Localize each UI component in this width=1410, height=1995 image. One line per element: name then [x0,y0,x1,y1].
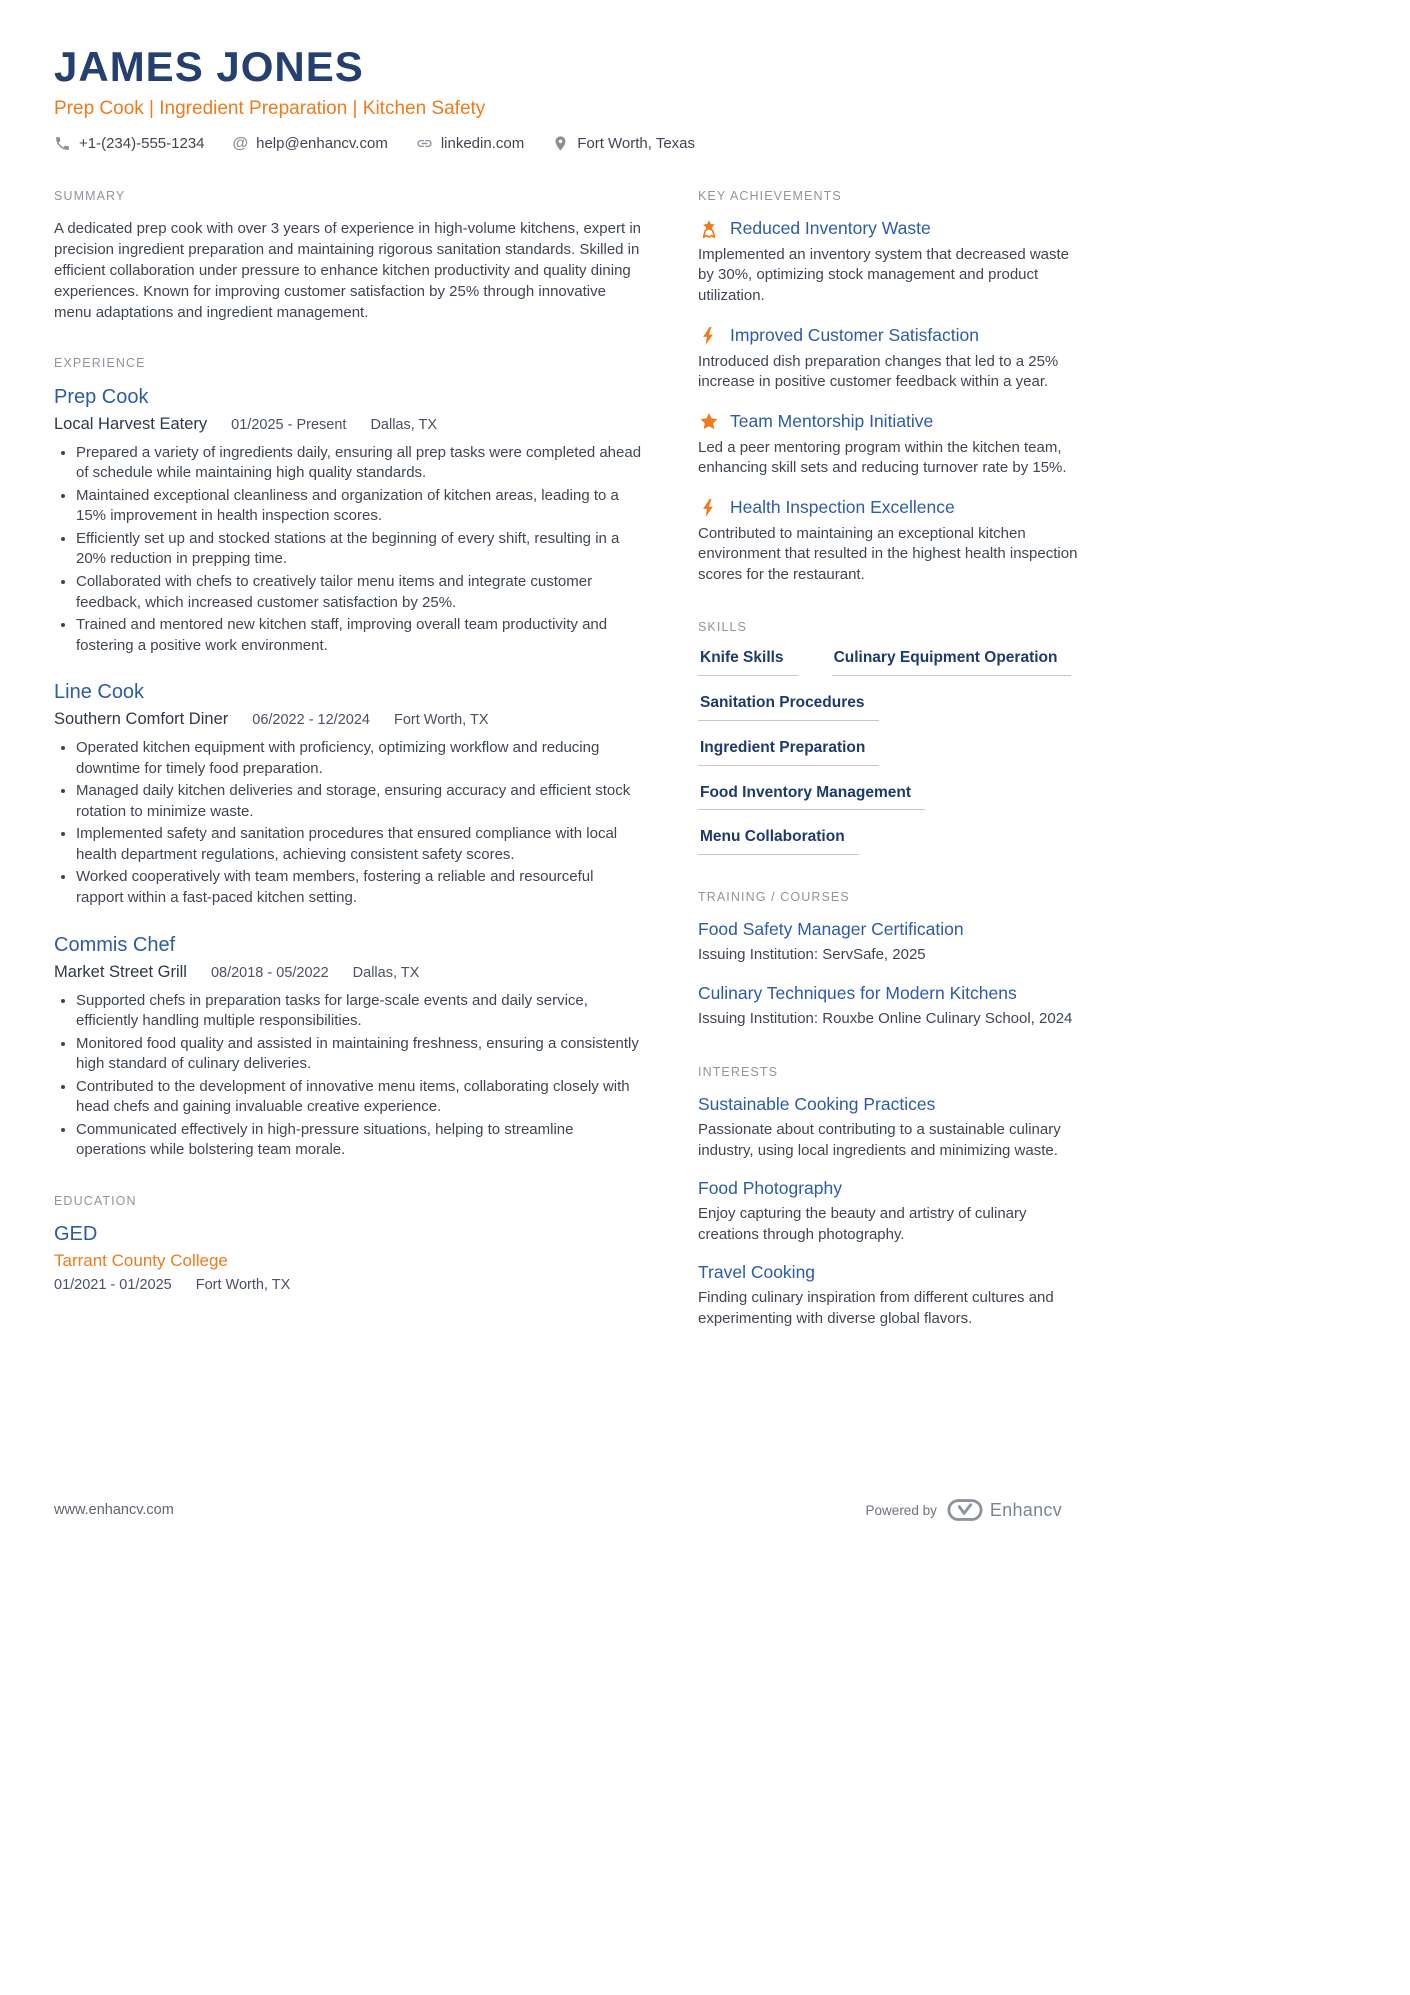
interest-text: Finding culinary inspiration from different cultures and experimenting with diverse global flavors. [698,1289,1054,1327]
interest-entry [698,1094,1078,1162]
education-location: Fort Worth, TX [195,1276,291,1293]
summary-text: A dedicated prep cook with over 3 years of experience in high-volume kitchens, expert in precision ingredient preparation and maintaining rigorous sanitation standards. Skilled in efficient collaboration under pressure to enhance kitchen productivity and quality dining experiences. Known for improving customer satisfaction by 25% through innovative menu adaptations and ingredient management. [54,219,641,321]
phone-icon [54,135,71,152]
achievement-title: Reduced Inventory Waste [730,218,931,238]
job-title: Prep Cook [54,385,149,408]
course-title: Culinary Techniques for Modern Kitchens [698,983,1017,1004]
skill-tag: Ingredient Preparation [698,739,879,766]
achievement-title: Health Inspection Excellence [730,496,955,517]
candidate-name: JAMES JONES [54,43,364,90]
bullet-item: • Worked cooperatively with team members, fostering a reliable and resourceful rapport within a fast-paced kitchen setting. [76,867,642,908]
contact-linkedin[interactable] [416,135,524,152]
skills-list [698,649,1078,855]
section-label-skills: SKILLS [698,620,747,635]
interest-text: Enjoy capturing the beauty and artistry of culinary creations through photography. [698,1205,1027,1243]
job-dates: 08/2018 - 05/2022 [210,964,329,981]
education-meta [54,1277,642,1293]
achievement-title: Improved Customer Satisfaction [730,324,979,345]
interest-title: Sustainable Cooking Practices [698,1093,936,1114]
bullet-item: • Collaborated with chefs to creatively tailor menu items and integrate customer feedback, which increased customer satisfaction by 25%. [76,572,642,613]
job-title: Line Cook [54,681,145,704]
interest-title: Food Photography [698,1177,842,1198]
interest-entry [698,1178,1078,1246]
powered-by-label: Powered by [865,1502,937,1518]
section-label-achievements: KEY ACHIEVEMENTS [698,189,842,204]
job-location: Fort Worth, TX [393,712,489,729]
summary-section [54,190,642,323]
achievement-text: Implemented an inventory system that decreased waste by 30%, optimizing stock management and product utilization. [698,245,1070,305]
achievement-item [698,325,1078,393]
contact-phone [54,135,205,152]
headline: Prep Cook | Ingredient Preparation | Kitchen Safety [54,98,486,120]
job-location: Dallas, TX [370,416,438,433]
skill-tag: Knife Skills [698,649,798,676]
skill-tag: Food Inventory Management [698,784,925,811]
achievement-text: Contributed to maintaining an exceptional kitchen environment that resulted in the highest health inspection scores for the restaurant. [698,524,1078,583]
job-dates: 01/2025 - Present [231,416,347,433]
course-entry [698,919,1078,965]
job-meta [54,415,642,434]
achievement-header [698,411,1078,433]
right-column [698,190,1078,1365]
linkedin-url: linkedin.com [440,135,525,153]
company-name: Local Harvest Eatery [54,414,208,433]
job-bullets [54,738,642,908]
enhancv-brand-name: Enhancv [989,1499,1062,1520]
job-entry [54,680,642,908]
bullet-item: • Trained and mentored new kitchen staff, improving overall team productivity and fostering a positive work environment. [76,615,642,656]
section-label-training: TRAINING / COURSES [698,890,850,905]
company-name: Market Street Grill [54,962,187,981]
course-institution: Issuing Institution: ServSafe, 2025 [698,945,926,963]
course-institution: Issuing Institution: Rouxbe Online Culinary School, 2024 [698,1010,1073,1028]
achievement-header [698,218,1078,240]
bullet-item: • Implemented safety and sanitation procedures that ensured compliance with local health department regulations, achieving consistent safety scores. [76,824,642,865]
section-label-interests: INTERESTS [698,1064,779,1079]
course-title: Food Safety Manager Certification [698,918,964,939]
section-label-summary: SUMMARY [54,189,126,204]
skill-tag: Menu Collaboration [698,828,859,855]
bullet-item: • Contributed to the development of innovative menu items, collaborating closely with head chefs and gaining invaluable creative experience. [76,1077,642,1118]
achievement-item [698,411,1078,479]
contact-email [233,135,388,152]
achievement-header [698,325,1078,347]
school-name: Tarrant County College [54,1250,228,1270]
contact-location [552,135,695,152]
medal-star-icon [698,218,720,240]
bullet-item: • Maintained exceptional cleanliness and organization of kitchen areas, leading to a 15% improvement in health inspection scores. [76,486,642,527]
left-column [54,190,642,1365]
email-address: help@enhancv.com [256,135,388,153]
job-bullets [54,991,642,1161]
interest-text: Passionate about contributing to a sustainable culinary industry, using local ingredients and minimizing waste. [698,1121,1061,1159]
job-dates: 06/2022 - 12/2024 [252,712,370,729]
location-icon [552,135,569,152]
skill-tag: Sanitation Procedures [698,694,879,721]
job-meta [54,963,642,982]
bullet-item: • Operated kitchen equipment with proficiency, optimizing workflow and reducing downtime for timely food preparation. [76,738,642,779]
job-meta [54,710,642,729]
bullet-item: • Efficiently set up and stocked stations at the beginning of every shift, resulting in a 20% reduction in prepping time. [76,529,642,570]
header [54,44,1062,152]
lightning-icon [698,325,720,347]
achievement-header [698,497,1078,519]
education-section [54,1195,642,1293]
footer [54,1498,1062,1522]
training-section [698,891,1078,1030]
interests-section [698,1066,1078,1330]
two-column-layout [54,189,1078,1365]
footer-site-link[interactable]: www.enhancv.com [54,1502,174,1518]
powered-by [866,1498,1062,1522]
bullet-item: • Monitored food quality and assisted in maintaining freshness, ensuring a consistently high standard of culinary deliveries. [76,1034,642,1075]
achievements-section [698,190,1078,585]
phone-number: +1-(234)-555-1234 [79,135,205,153]
course-entry [698,983,1078,1029]
lightning-icon [698,497,720,519]
education-dates: 01/2021 - 01/2025 [54,1276,172,1293]
experience-section [54,357,642,1161]
enhancv-brand [947,1498,1062,1522]
location-text: Fort Worth, Texas [577,135,696,153]
interest-title: Travel Cooking [698,1261,816,1282]
job-entry [54,385,642,656]
job-location: Dallas, TX [352,964,420,981]
job-bullets [54,443,642,656]
skills-section [698,621,1078,855]
bullet-item: • Communicated effectively in high-pressure situations, helping to streamline operations while bolstering team morale. [76,1120,642,1161]
company-name: Southern Comfort Diner [54,710,229,729]
achievement-text: Introduced dish preparation changes that led to a 25% increase in positive customer feedback within a year. [698,352,1059,391]
achievement-item [698,218,1078,307]
section-label-education: EDUCATION [54,1193,137,1208]
job-title: Commis Chef [54,933,176,956]
section-label-experience: EXPERIENCE [54,355,146,370]
contact-row [54,135,1062,152]
email-icon: @ [232,134,249,152]
degree-title: GED [54,1222,98,1245]
achievement-title: Team Mentorship Initiative [730,410,934,431]
star-icon [698,411,720,433]
achievement-text: Led a peer mentoring program within the kitchen team, enhancing skill sets and reducing turnover rate by 15%. [698,438,1067,477]
bullet-item: • Managed daily kitchen deliveries and storage, ensuring accuracy and efficient stock rotation to minimize waste. [76,781,642,822]
skill-tag: Culinary Equipment Operation [832,649,1072,676]
bullet-item: • Prepared a variety of ingredients daily, ensuring all prep tasks were completed ahead of schedule while maintaining high quality standards. [76,443,642,484]
achievement-item [698,497,1078,586]
link-icon [416,135,433,152]
bullet-item: • Supported chefs in preparation tasks for large-scale events and daily service, efficiently handling multiple responsibilities. [76,991,642,1032]
job-entry [54,933,642,1161]
enhancv-logo-icon [947,1498,983,1522]
interest-entry [698,1262,1078,1330]
